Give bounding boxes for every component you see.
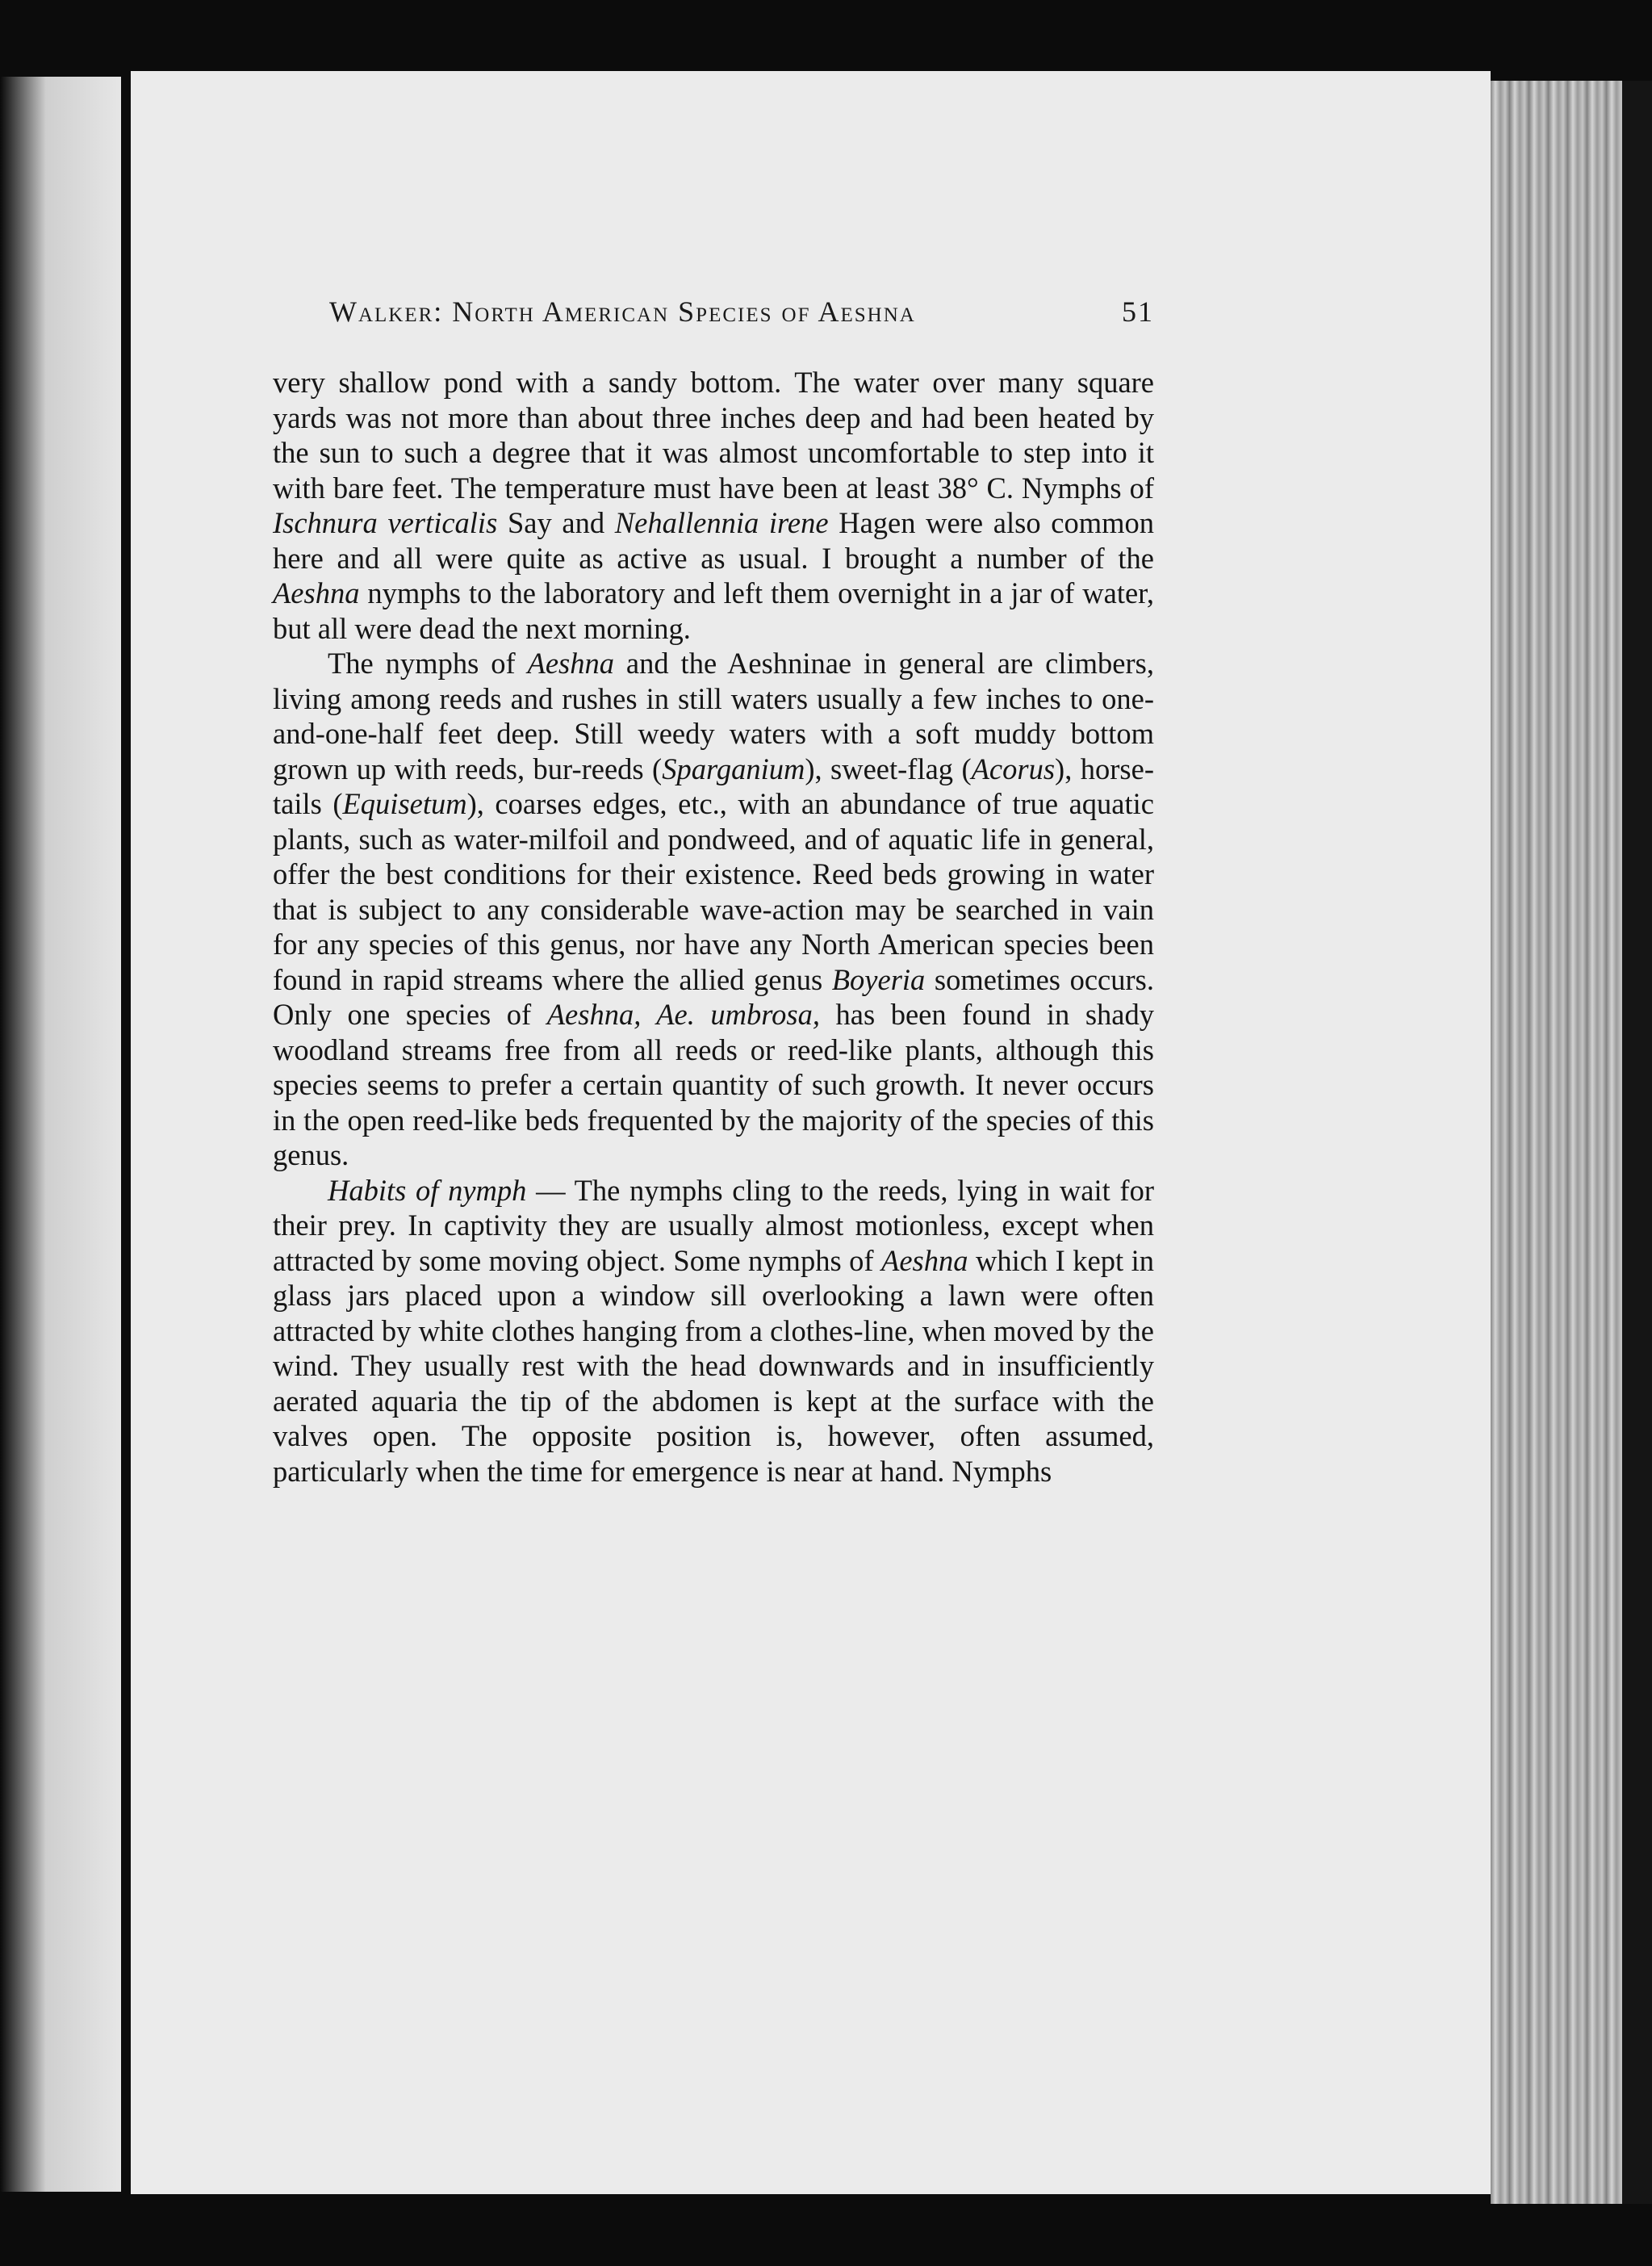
text-segment: ), horse-tails (: [273, 752, 1154, 820]
taxon-name: Aeshna: [881, 1243, 968, 1277]
text-segment: very shallow pond with a sandy bottom. The water over many square yards was not more than about three inches deep and had been heated by the sun to such a degree that it was almost uncomfortable to step into it with bare feet. The temperature must have been at least 38° C. Nymphs of: [273, 366, 1154, 505]
text-segment: ), sweet-flag (: [805, 752, 972, 785]
taxon-name: Aeshna: [273, 576, 360, 609]
text-segment: — The nymphs cling to the reeds, lying in wait for their prey. In captivity they are usually almost motionless, except when attracted by some moving object. Some nymphs of: [273, 1173, 1154, 1277]
book-left-edge: [0, 77, 121, 2192]
taxon-name: Nehallennia irene: [614, 506, 829, 539]
running-title: Walker: North American Species of Aeshna: [329, 295, 916, 328]
taxon-name: Sparganium: [662, 752, 805, 785]
taxon-name: Ischnura verticalis: [273, 506, 498, 539]
text-segment: nymphs to the laboratory and left them overnight in a jar of water, but all were dead the next morning.: [273, 576, 1154, 645]
text-segment: Hagen were also common here and all were quite as active as usual. I brought a number of the: [273, 506, 1154, 575]
taxon-name: Acorus: [971, 752, 1056, 785]
text-segment: and the Aeshninae in general are climbers, living among reeds and rushes in still waters usually a few inches to one-and-one-half feet deep. Still weedy waters with a soft muddy bottom grown up with reeds, bur-reeds (: [273, 647, 1154, 785]
taxon-name: Aeshna: [527, 647, 614, 680]
taxon-name: Equisetum: [342, 787, 467, 820]
text-segment: has been found in shady woodland streams free from all reeds or reed-like plants, although this species seems to prefer a certain quantity of such growth. It never occurs in the open reed-like beds frequented by the majority of the species of this genus.: [273, 998, 1155, 1171]
scan-border: [1622, 81, 1652, 2204]
page-number: 51: [1122, 295, 1154, 328]
page-stack-edge: [1491, 81, 1622, 2204]
paragraph: [273, 646, 1154, 1173]
text-segment: sometimes occurs. Only one species of: [273, 962, 1154, 1031]
body-text: [273, 365, 1154, 1489]
paragraph: [273, 1173, 1154, 1489]
text-segment: Say and: [497, 506, 615, 539]
text-segment: which I kept in glass jars placed upon a window sill overlooking a lawn were often attracted by white clothes hanging from a clothes-line, when moved by the wind. They usually rest with the head downwards and in insufficiently aerated aquaria the tip of the abdomen is kept at the surface with the valves open. The opposite position is, however, often assumed, particularly when the time for emergence is near at hand. Nymphs: [273, 1243, 1155, 1488]
taxon-name: Boyeria: [831, 962, 926, 996]
taxon-name: Aeshna, Ae. umbrosa,: [546, 998, 820, 1031]
text-segment: The nymphs of: [328, 647, 528, 680]
section-heading: Habits of nymph: [328, 1173, 527, 1207]
text-segment: ), coarses edges, etc., with an abundance of true aquatic plants, such as water-milfoil and pondweed, and of aquatic life in general, offer the best conditions for their existence. Reed beds growing in water that is subject to any considerable wave-action may be searched in vain for any species of this genus, nor have any North American species been found in rapid streams where the allied genus: [273, 787, 1154, 996]
running-header: [329, 295, 1154, 329]
paragraph: [273, 365, 1154, 646]
